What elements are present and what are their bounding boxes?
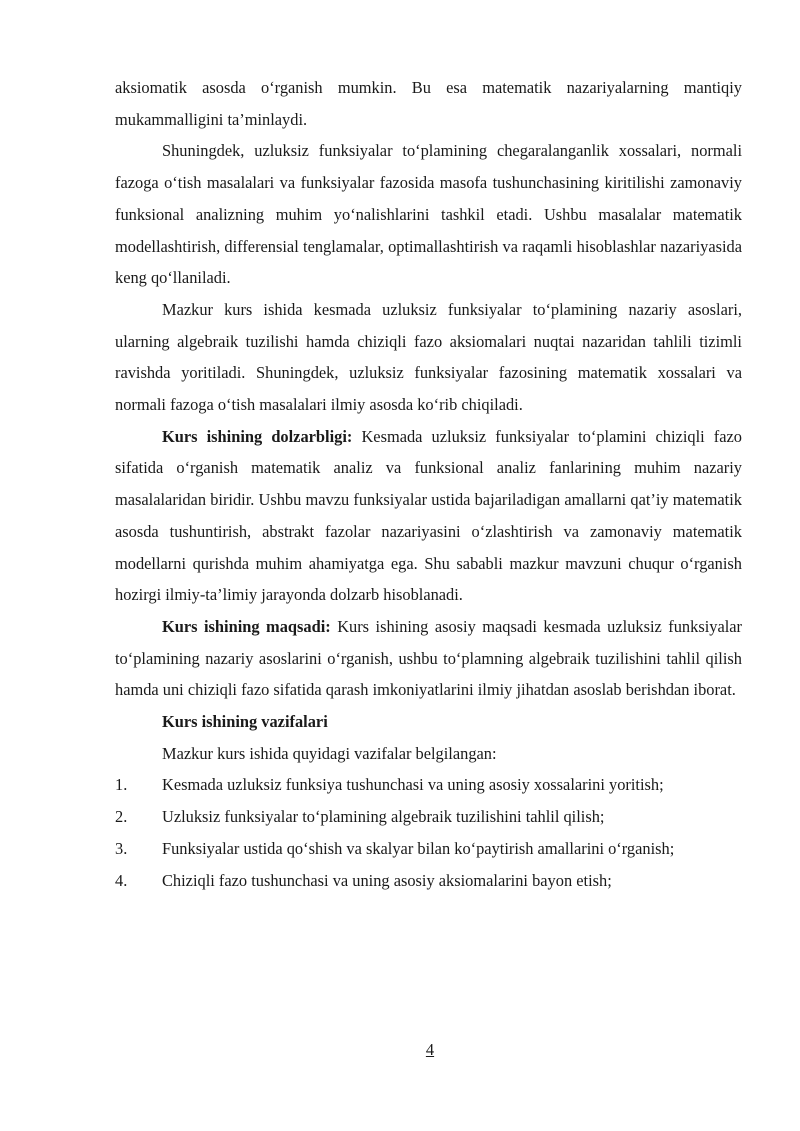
list-item-text: Kesmada uzluksiz funksiya tushunchasi va uning asosiy xossalarini yoritish; bbox=[162, 775, 664, 795]
list-item-number: 3. bbox=[115, 838, 128, 858]
page-content bbox=[115, 72, 742, 896]
paragraph-intro: aksiomatik asosda o‘rganish mumkin. Bu esa matematik nazariyalarning mantiqiy mukammalligini ta’minlaydi. bbox=[115, 78, 742, 129]
list-item bbox=[115, 833, 742, 865]
page-number: 4 bbox=[425, 1040, 435, 1059]
relevance-label: Kurs ishining dolzarbligi: bbox=[162, 426, 353, 446]
goal-label: Kurs ishining maqsadi: bbox=[162, 616, 331, 636]
list-item bbox=[115, 769, 742, 801]
list-item bbox=[115, 865, 742, 897]
list-item-text: Chiziqli fazo tushunchasi va uning asosiy aksiomalarini bayon etish; bbox=[162, 870, 612, 890]
paragraph-importance: Shuningdek, uzluksiz funksiyalar to‘plamining chegaralanganlik xossalari, normali fazoga o‘tish masalalari va funksiyalar fazosida masofa tushunchasining kiritilishi zamonaviy funksional analizning muhim yo‘nalishlarini tashkil etadi. Ushbu masalalar matematik modellashtirish, differensial tenglamalar, optimallashtirish va raqamli hisoblashlar nazariyasida keng qo‘llaniladi. bbox=[115, 141, 742, 288]
list-item-number: 4. bbox=[115, 870, 128, 890]
goal-text: Kurs ishining asosiy maqsadi kesmada uzluksiz funksiyalar to‘plamining nazariy asoslarini o‘rganish, ushbu to‘plamning algebraik tuzilishini tahlil qilish hamda uni chiziqli fazo sifatida qarash imkoniyatlarini ilmiy jihatdan asoslab berishdan iborat. bbox=[115, 616, 743, 700]
list-item-number: 1. bbox=[115, 775, 128, 795]
list-item-number: 2. bbox=[115, 807, 128, 827]
paragraph-scope: Mazkur kurs ishida kesmada uzluksiz funksiyalar to‘plamining nazariy asoslari, ularning algebraik tuzilishi hamda chiziqli fazo aksiomalari nuqtai nazaridan tahlili tizimli ravishda yoritiladi. Shuningdek, uzluksiz funksiyalar fazosining matematik xossalari va normali fazoga o‘tish masalalari ilmiy asosda ko‘rib chiqiladi. bbox=[115, 299, 742, 415]
list-item bbox=[115, 801, 742, 833]
list-item-text: Uzluksiz funksiyalar to‘plamining algebraik tuzilishini tahlil qilish; bbox=[162, 807, 605, 827]
tasks-heading: Kurs ishining vazifalari bbox=[162, 712, 328, 732]
paragraph-relevance bbox=[115, 421, 742, 611]
paragraph-goal bbox=[115, 611, 742, 706]
tasks-intro: Mazkur kurs ishida quyidagi vazifalar belgilangan: bbox=[162, 743, 497, 763]
list-item-text: Funksiyalar ustida qo‘shish va skalyar bilan ko‘paytirish amallarini o‘rganish; bbox=[162, 838, 675, 858]
relevance-text: Kesmada uzluksiz funksiyalar to‘plamini chiziqli fazo sifatida o‘rganish matematik analiz va funksional analiz fanlarining muhim nazariy masalalaridan biridir. Ushbu mavzu funksiyalar ustida bajariladigan amallarni qat’iy matematik asosda tushuntirish, abstrakt fazolar nazariyasini o‘zlashtirish va zamonaviy matematik modellarni qurishda muhim ahamiyatga ega. Shu sababli mazkur mavzuni chuqur o‘rganish hozirgi ilmiy-ta’limiy jarayonda dolzarb hisoblanadi. bbox=[115, 426, 742, 605]
